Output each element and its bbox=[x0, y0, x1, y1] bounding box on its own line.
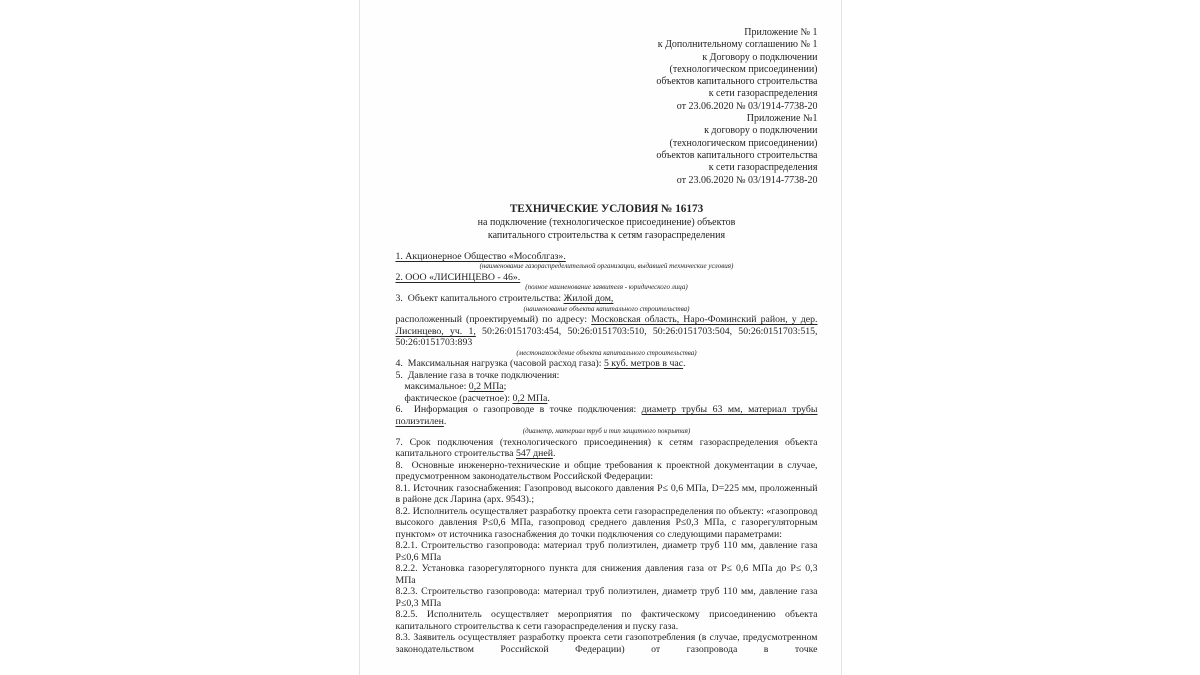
item-8-1: 8.1. Источник газоснабжения: Газопровод высокого давления Р≤ 0,6 МПа, D=225 мм, проложенный в районе дск Ларина (арх. 9543).; bbox=[395, 482, 818, 506]
header-line: (технологическом присоединении) bbox=[669, 63, 818, 75]
caption-object: (наименование объекта капитального строительства) bbox=[523, 304, 690, 313]
header-line: (технологическом присоединении) bbox=[669, 137, 818, 149]
item-5-actual: фактическое (расчетное): 0,2 МПа. bbox=[404, 392, 550, 404]
item-5: 5. Давление газа в точке подключения: bbox=[395, 369, 560, 381]
item-5-max: максимальное: 0,2 МПа; bbox=[404, 381, 507, 393]
header-line: Приложение № 1 bbox=[744, 27, 818, 38]
item-3: 3. Объект капитального строительства: Жилой дом, bbox=[395, 293, 614, 305]
header-line: к сети газораспределения bbox=[708, 88, 818, 100]
header-line: от 23.06.2020 № 03/1914-7738-20 bbox=[676, 174, 818, 186]
header-line: к Дополнительному соглашению № 1 bbox=[657, 39, 818, 51]
item-1: 1. Акционерное Общество «Мособлгаз». bbox=[395, 250, 566, 262]
item-8-2-1: 8.2.1. Строительство газопровода: материал труб полиэтилен, диаметр труб 110 мм, давление газа Р≤0,6 МПа bbox=[395, 540, 818, 563]
item-8-2-3: 8.2.3. Строительство газопровода: материал труб полиэтилен, диаметр труб 110 мм, давление газа Р≤0,3 МПа bbox=[395, 586, 818, 609]
header-line: Приложение №1 bbox=[746, 113, 818, 125]
item-8-2: 8.2. Исполнитель осуществляет разработку проекта сети газораспределения по объекту: «газопровод высокого давления Р≤0,6 МПа, газопровод среднего давления Р≤0,3 МПа, с газорегуляторным пунктом» от источника газоснабжения до точки подключения со следующими параметрами: bbox=[395, 505, 818, 540]
item-6: 6. Информация о газопроводе в точке подключения: диаметр трубы 63 мм, материал трубы полиэтилен. bbox=[395, 404, 818, 427]
address-paragraph: расположенный (проектируемый) по адресу: Московская область, Наро-Фоминский район, у дер. Лисинцево, уч. 1, 50:26:0151703:454, 50:26:0151703:510, 50:26:0151703:504, 50:26:0151703:515, 50:26:0151703:893 bbox=[395, 314, 818, 349]
document-body bbox=[396, 251, 818, 655]
document-page bbox=[359, 0, 842, 675]
header-line: объектов капитального строительства bbox=[656, 149, 818, 161]
caption-org: (наименование газораспределительной организации, выдавшей технические условия) bbox=[479, 262, 734, 271]
item-8-2-5: 8.2.5. Исполнитель осуществляет мероприятия по фактическому присоединению объекта капитального строительства к сети газораспределения и пуску газа. bbox=[395, 609, 818, 632]
title-block bbox=[396, 202, 818, 242]
header-line: от 23.06.2020 № 03/1914-7738-20 bbox=[676, 100, 818, 112]
item-8-3: 8.3. Заявитель осуществляет разработку проекта сети газопотребления (в случае, предусмотренном законодательством Российской Федерации) от газопровода в точке bbox=[395, 632, 818, 655]
appendix-header bbox=[396, 27, 818, 187]
header-line: объектов капитального строительства bbox=[656, 76, 818, 88]
item-4: 4. Максимальная нагрузка (часовой расход газа): 5 куб. метров в час. bbox=[395, 358, 686, 370]
caption-pipe: (диаметр, материал труб и тип защитного покрытия) bbox=[522, 427, 691, 436]
header-line: к сети газораспределения bbox=[708, 162, 818, 174]
document-title: ТЕХНИЧЕСКИЕ УСЛОВИЯ № 16173 bbox=[509, 202, 704, 215]
caption-applicant: (полное наименование заявителя - юридического лица) bbox=[525, 283, 688, 292]
item-8: 8. Основные инженерно-технические и общие требования к проектной документации в случае, предусмотренном законодательством Российской Федерации: bbox=[395, 459, 818, 483]
header-line: к договору о подключении bbox=[704, 125, 818, 137]
item-2: 2. ООО «ЛИСИНЦЕВО - 46». bbox=[395, 271, 521, 283]
caption-location: (местонахождение объекта капитального строительства) bbox=[516, 348, 697, 357]
item-7: 7. Срок подключения (технологического присоединения) к сетям газораспределения объекта капитального строительства 547 дней. bbox=[395, 436, 818, 460]
document-subtitle: на подключение (технологическое присоединение) объектов bbox=[477, 216, 736, 228]
header-line: к Договору о подключении bbox=[702, 51, 818, 63]
document-subtitle: капитального строительства к сетям газораспределения bbox=[487, 229, 726, 241]
item-8-2-2: 8.2.2. Установка газорегуляторного пункта для снижения давления газа от Р≤ 0,6 МПа до Р≤ 0,3 МПа bbox=[395, 563, 818, 586]
